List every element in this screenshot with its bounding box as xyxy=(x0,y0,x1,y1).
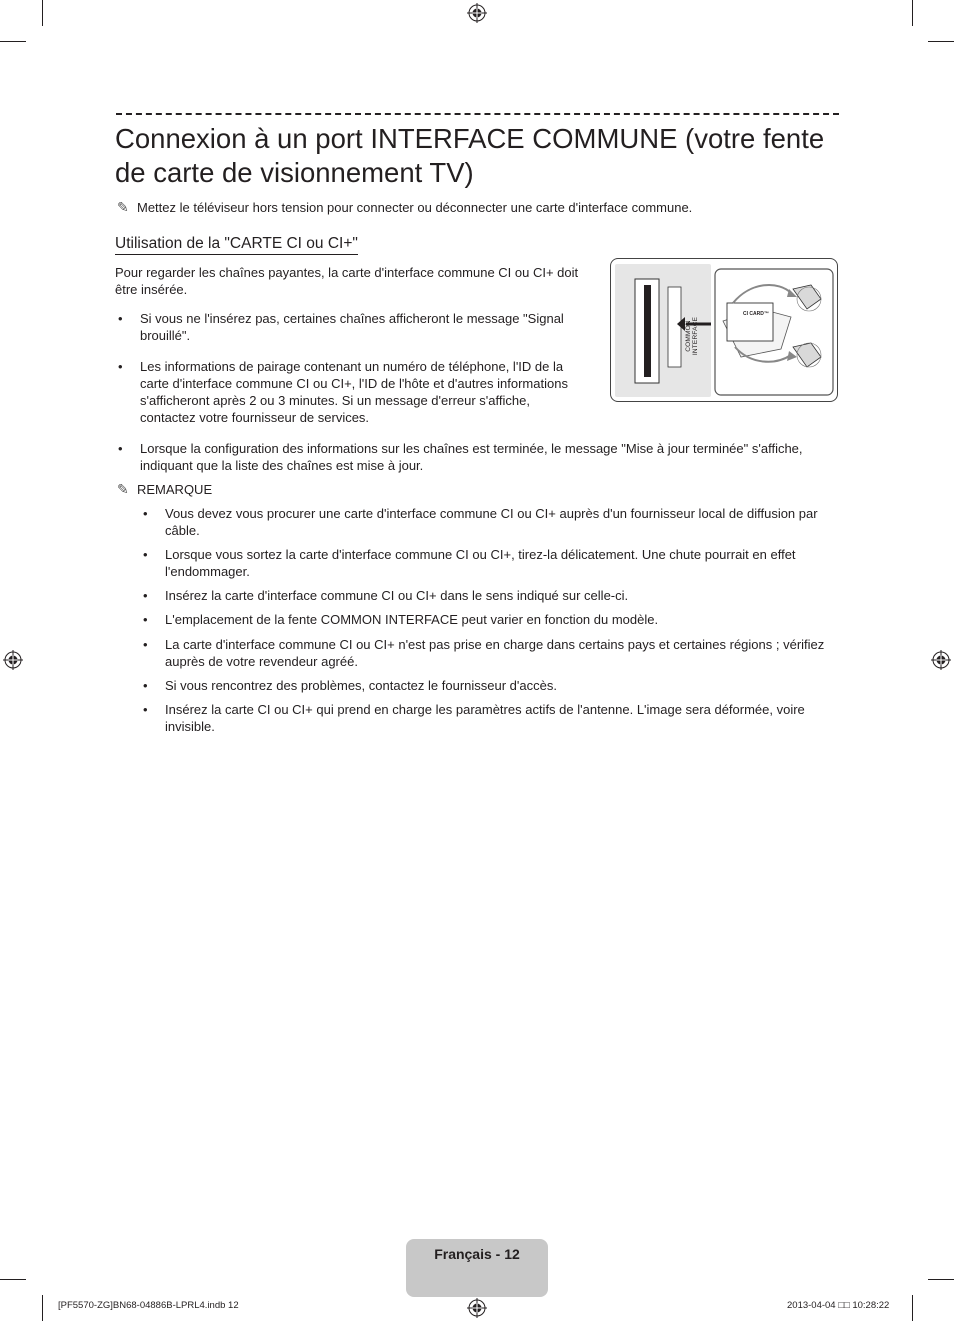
list-item xyxy=(143,611,835,628)
list-item-text: Lorsque vous sortez la carte d'interface commune CI ou CI+, tirez-la délicatement. Une chute pourrait en effet l'endommager. xyxy=(165,547,796,579)
registration-mark-icon xyxy=(931,650,951,670)
bullet-icon: • xyxy=(143,702,148,717)
remark-label: REMARQUE xyxy=(137,482,213,497)
crop-mark xyxy=(928,1279,954,1280)
print-timestamp: 2013-04-04 □□ 10:28:22 xyxy=(787,1300,890,1311)
bullet-icon: • xyxy=(143,612,148,627)
bullet-icon: • xyxy=(143,547,148,562)
list-item xyxy=(143,505,835,539)
list-item-text: Si vous ne l'insérez pas, certaines chaînes afficheront le message "Signal brouillé". xyxy=(140,311,564,343)
list-item xyxy=(118,440,840,474)
list-item-text: Lorsque la configuration des informations sur les chaînes est terminée, le message "Mise à jour terminée" s'affiche, indiquant que la liste des chaînes est mise à jour. xyxy=(140,441,803,473)
ci-card-diagram xyxy=(611,259,837,401)
bullet-icon: • xyxy=(118,441,123,456)
list-item xyxy=(143,546,835,580)
list-item xyxy=(143,677,835,694)
list-item-text: Insérez la carte CI ou CI+ qui prend en charge les paramètres actifs de l'antenne. L'image sera déformée, voire invisible. xyxy=(165,702,805,734)
bullet-icon: • xyxy=(143,506,148,521)
list-item-text: L'emplacement de la fente COMMON INTERFACE peut varier en fonction du modèle. xyxy=(165,612,659,627)
crop-mark xyxy=(912,1295,913,1321)
crop-mark xyxy=(912,0,913,26)
list-item xyxy=(143,701,835,735)
remark-heading xyxy=(117,481,212,498)
bullet-icon: • xyxy=(118,359,123,374)
ci-card-illustration xyxy=(610,258,838,402)
crop-mark xyxy=(0,1279,26,1280)
page-number: Français - 12 xyxy=(434,1246,520,1262)
intro-paragraph: Pour regarder les chaînes payantes, la carte d'interface commune CI ou CI+ doit être insérée. xyxy=(115,265,579,297)
file-info: [PF5570-ZG]BN68-04886B-LPRL4.indb 12 xyxy=(58,1300,239,1311)
note-text: Mettez le téléviseur hors tension pour connecter ou déconnecter une carte d'interface commune. xyxy=(137,200,693,215)
bullet-icon: • xyxy=(143,678,148,693)
card-label: CI CARD™ xyxy=(743,311,769,317)
list-item xyxy=(143,636,835,670)
registration-mark-icon xyxy=(3,650,23,670)
pencil-note-icon: ✎ xyxy=(117,199,129,215)
crop-mark xyxy=(0,41,26,42)
section-heading: Utilisation de la "CARTE CI ou CI+" xyxy=(115,234,358,255)
bullet-icon: • xyxy=(118,311,123,326)
section-divider xyxy=(116,113,839,115)
bullet-icon: • xyxy=(143,588,148,603)
list-item-text: Les informations de pairage contenant un numéro de téléphone, l'ID de la carte d'interface commune CI ou CI+, l'ID de l'hôte et d'autres informations s'afficheront après 2 ou 3 minutes. Si un message d'erreur s'affiche, contactez votre fournisseur de services. xyxy=(140,359,568,425)
list-item-text: Insérez la carte d'interface commune CI ou CI+ dans le sens indiqué sur celle-ci. xyxy=(165,588,629,603)
pencil-note-icon: ✎ xyxy=(117,481,129,497)
list-item xyxy=(118,310,570,344)
crop-mark xyxy=(42,0,43,26)
crop-mark xyxy=(928,41,954,42)
registration-mark-icon xyxy=(467,3,487,23)
list-item xyxy=(118,358,578,426)
registration-mark-icon xyxy=(467,1298,487,1318)
slot-label: COMMON INTERFACE xyxy=(685,316,699,356)
bullet-icon: • xyxy=(143,637,148,652)
crop-mark xyxy=(42,1295,43,1321)
list-item-text: Si vous rencontrez des problèmes, contactez le fournisseur d'accès. xyxy=(165,678,557,693)
power-off-note xyxy=(117,199,692,216)
list-item-text: La carte d'interface commune CI ou CI+ n'est pas prise en charge dans certains pays et certaines régions ; vérifiez auprès de votre revendeur agréé. xyxy=(165,637,825,669)
page-title: Connexion à un port INTERFACE COMMUNE (votre fente de carte de visionnement TV) xyxy=(115,123,825,188)
list-item xyxy=(143,587,835,604)
list-item-text: Vous devez vous procurer une carte d'interface commune CI ou CI+ auprès d'un fournisseur local de diffusion par câble. xyxy=(165,506,818,538)
